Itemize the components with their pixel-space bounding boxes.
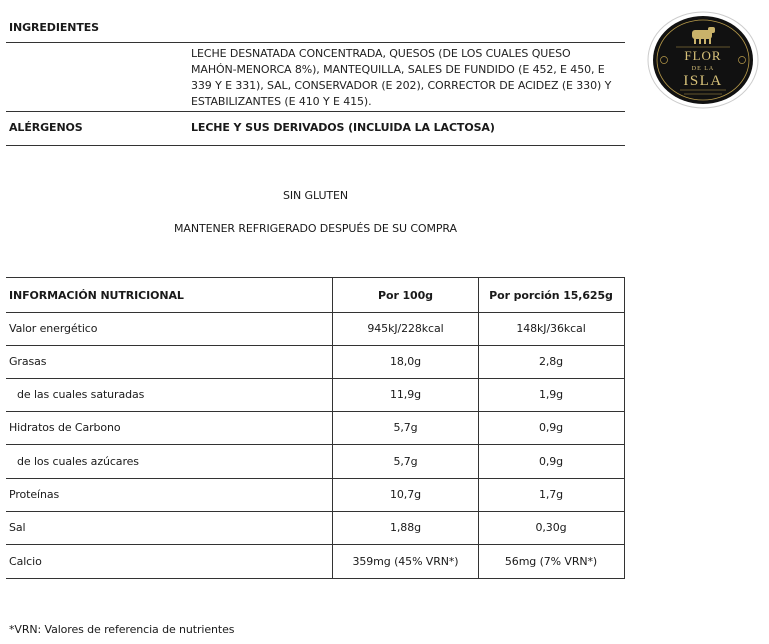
allergens-heading: ALÉRGENOS (9, 121, 83, 134)
nutrient-per100: 1,88g (390, 521, 421, 534)
divider (6, 578, 625, 579)
nutrition-header-per100: Por 100g (378, 289, 433, 302)
nutrient-per100: 18,0g (390, 355, 421, 368)
logo-text-1: FLOR (684, 48, 722, 63)
nutrient-per100: 11,9g (390, 388, 421, 401)
nutrient-portion: 0,30g (535, 521, 567, 534)
nutrient-portion: 56mg (7% VRN*) (504, 555, 598, 568)
logo-text-3: ISLA (683, 73, 723, 89)
divider (6, 145, 625, 146)
nutrient-label: Sal (9, 521, 26, 534)
divider (6, 277, 625, 278)
nutrient-label: de los cuales azúcares (17, 455, 139, 468)
column-divider (624, 277, 625, 579)
divider (6, 444, 625, 445)
brand-logo (646, 10, 760, 110)
nutrition-header-label: INFORMACIÓN NUTRICIONAL (9, 289, 184, 302)
nutrient-label: Hidratos de Carbono (9, 421, 121, 434)
nutrient-per100: 10,7g (390, 488, 421, 501)
divider (6, 544, 625, 545)
nutrient-label: Proteínas (9, 488, 60, 501)
brand-logo-icon (646, 10, 760, 110)
ingredients-text (191, 46, 631, 110)
gluten-note: SIN GLUTEN (282, 189, 348, 202)
nutrient-per100: 945kJ/228kcal (367, 322, 444, 335)
logo-text-2: DE LA (691, 66, 715, 72)
nutrient-portion: 2,8g (538, 355, 564, 368)
nutrition-header-portion: Por porción 15,625g (489, 289, 613, 302)
nutrient-label: Calcio (9, 555, 42, 568)
nutrient-portion: 0,9g (538, 421, 564, 434)
divider (6, 511, 625, 512)
divider (6, 478, 625, 479)
ingredients-line: ESTABILIZANTES (E 410 Y E 415). (191, 95, 372, 108)
ingredients-line: MAHÓN-MENORCA 8%), MANTEQUILLA, SALES DE FUNDIDO (E 452, E 450, E (191, 63, 605, 76)
divider (6, 411, 625, 412)
nutrient-portion: 1,9g (538, 388, 564, 401)
storage-note: MANTENER REFRIGERADO DESPUÉS DE SU COMPRA (174, 222, 457, 235)
nutrient-label: de las cuales saturadas (17, 388, 145, 401)
nutrient-portion: 148kJ/36kcal (516, 322, 586, 335)
nutrient-portion: 0,9g (538, 455, 564, 468)
divider (6, 111, 625, 112)
footnote: *VRN: Valores de referencia de nutrientes (9, 623, 235, 636)
nutrient-label: Valor energético (9, 322, 98, 335)
divider (6, 345, 625, 346)
divider (6, 42, 625, 43)
nutrient-per100: 359mg (45% VRN*) (352, 555, 459, 568)
divider (6, 378, 625, 379)
ingredients-line: 339 Y E 331), SAL, CONSERVADOR (E 202), CORRECTOR DE ACIDEZ (E 330) Y (191, 79, 612, 92)
nutrient-per100: 5,7g (393, 421, 418, 434)
ingredients-heading: INGREDIENTES (9, 21, 99, 34)
allergens-value: LECHE Y SUS DERIVADOS (INCLUIDA LA LACTOSA) (191, 121, 495, 134)
nutrient-per100: 5,7g (393, 455, 418, 468)
ingredients-line: LECHE DESNATADA CONCENTRADA, QUESOS (DE LOS CUALES QUESO (191, 47, 571, 60)
divider (6, 312, 625, 313)
nutrient-portion: 1,7g (538, 488, 564, 501)
nutrient-label: Grasas (9, 355, 47, 368)
